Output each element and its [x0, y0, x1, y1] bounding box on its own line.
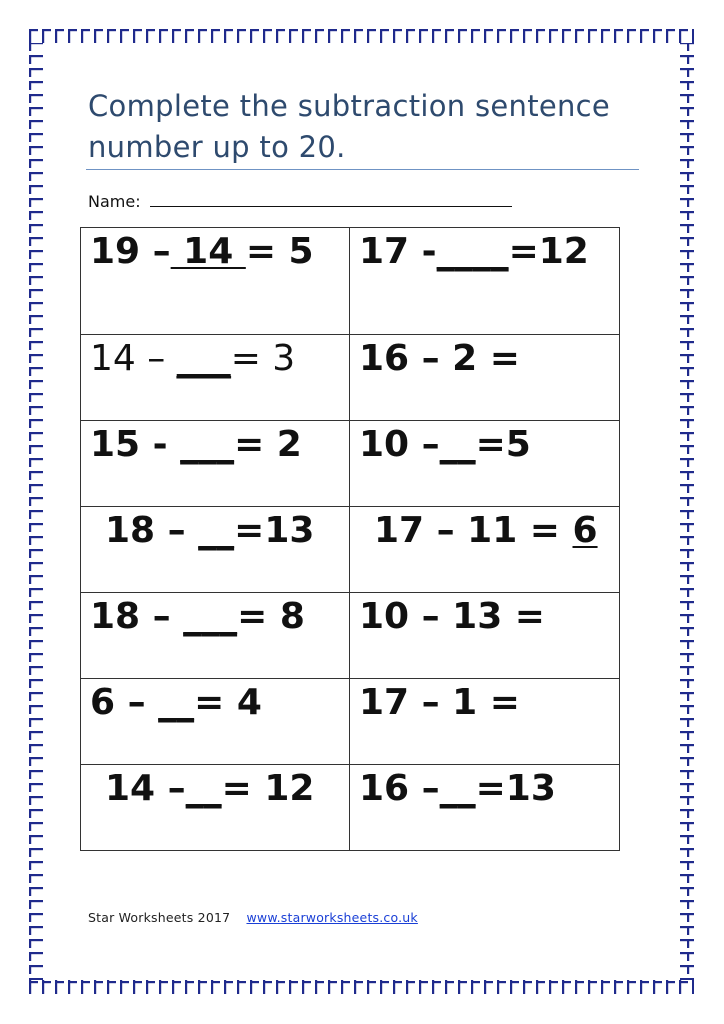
problem-cell[interactable]: 17 -____=12 [350, 228, 620, 335]
table-row [81, 228, 620, 335]
answer-blank: ___ [183, 596, 238, 637]
answer-blank: __ [185, 768, 222, 809]
name-field [88, 190, 512, 211]
name-blank-line[interactable] [150, 190, 512, 207]
answer-blank: ____ [436, 231, 509, 272]
problem-cell[interactable]: 10 – 13 = [350, 593, 620, 679]
problem-cell[interactable]: 17 – 1 = [350, 679, 620, 765]
problem-cell[interactable]: 6 – __= 4 [81, 679, 350, 765]
title-divider [86, 169, 639, 170]
answer-blank: ___ [176, 338, 231, 379]
table-row [81, 421, 620, 507]
table-row [81, 765, 620, 851]
answer-blank: 14 [170, 231, 246, 272]
answer-blank: __ [439, 768, 476, 809]
table-row [81, 593, 620, 679]
table-row [81, 679, 620, 765]
name-label: Name: [88, 192, 141, 211]
answer-blank: __ [198, 510, 235, 551]
answer-blank: __ [439, 424, 476, 465]
problem-cell[interactable]: 10 –__=5 [350, 421, 620, 507]
table-row [81, 507, 620, 593]
answer-blank: 6 [572, 510, 598, 551]
answer-blank: ___ [180, 424, 235, 465]
problem-cell[interactable]: 16 – 2 = [350, 335, 620, 421]
worksheet-title: Complete the subtraction sentence number up to 20. [88, 89, 611, 164]
footer-link[interactable]: www.starworksheets.co.uk [246, 910, 418, 925]
problem-cell[interactable]: 14 – ___= 3 [81, 335, 350, 421]
problem-cell[interactable]: 17 – 11 = 6 [350, 507, 620, 593]
table-row [81, 335, 620, 421]
footer-credit: Star Worksheets 2017 [88, 910, 231, 925]
footer [88, 910, 418, 925]
problems-table [80, 227, 620, 851]
answer-blank: __ [158, 682, 195, 723]
problem-cell[interactable]: 15 - ___= 2 [81, 421, 350, 507]
problem-cell[interactable]: 18 – ___= 8 [81, 593, 350, 679]
problem-cell[interactable]: 16 –__=13 [350, 765, 620, 851]
problem-cell[interactable]: 14 –__= 12 [81, 765, 350, 851]
problem-cell[interactable]: 19 – 14 = 5 [81, 228, 350, 335]
problem-cell[interactable]: 18 – __=13 [81, 507, 350, 593]
